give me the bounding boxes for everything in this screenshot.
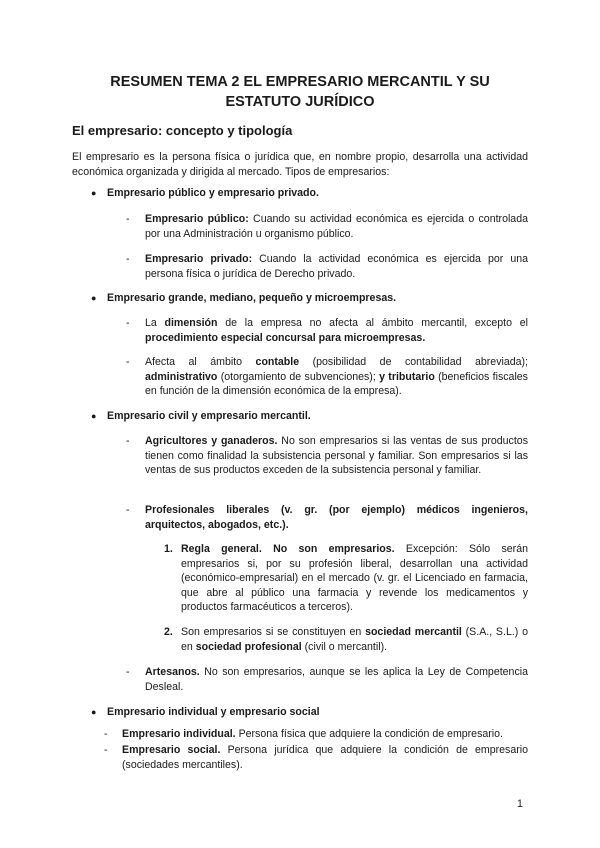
item-ambitos: Afecta al ámbito contable (posibilidad de contabilidad abreviada); administrativo (otorgamiento de subvenciones); y tributario (beneficios fiscales en función de la dimensión económica de la empresa). [145,356,528,397]
section-heading: El empresario: concepto y tipología [72,123,293,138]
bullet-marker: ● [91,411,97,421]
numbered-item-regla-general: Regla general. No son empresarios. Excepción: Sólo serán empresarios si, por su profesión liberal, desarrollan una actividad (económico-empresarial) en el mercado (v. gr. el Licenciado en farmacia, que abre al público una farmacia y revende los medicamentos y productos farmacéuticos a terceros). [181,543,528,613]
item-profesionales-liberales: Profesionales liberales (v. gr. (por ejemplo) médicos ingenieros, arquitectos, abogados, etc.). [145,504,528,531]
bullet-marker: ● [91,293,97,303]
title-line-1: RESUMEN TEMA 2 EL EMPRESARIO MERCANTIL Y SU [110,74,490,90]
item-empresario-privado: Empresario privado: Cuando la actividad económica es ejercida por una persona física o jurídica de Derecho privado. [145,253,528,280]
numbered-item-sociedad: Son empresarios si se constituyen en sociedad mercantil (S.A., S.L.) o en sociedad profesional (civil o mercantil). [181,626,528,653]
bullet-heading-dimension: Empresario grande, mediano, pequeño y microempresas. [107,292,397,304]
item-empresario-publico: Empresario público: Cuando su actividad económica es ejercida o controlada por una Administración u organismo público. [145,213,528,240]
item-dimension: La dimensión de la empresa no afecta al ámbito mercantil, excepto el procedimiento especial concursal para microempresas. [145,317,528,344]
dash-marker: - [104,728,108,740]
dash-marker: - [126,253,130,265]
dash-marker: - [126,356,130,368]
item-agricultores: Agricultores y ganaderos. No son empresarios si las ventas de sus productos tienen como finalidad la subsistencia personal y familiar. Son empresarios si las ventas de sus productos exceden de la subsistencia personal y familiar. [145,435,528,476]
numbered-marker-2: 2. [164,626,173,638]
dash-marker: - [104,744,108,756]
bullet-heading-civil-mercantil: Empresario civil y empresario mercantil. [107,410,311,422]
bullet-heading-publico-privado: Empresario público y empresario privado. [107,187,319,199]
bullet-marker: ● [91,707,97,717]
page-number: 1 [517,798,523,810]
title-line-2: ESTATUTO JURÍDICO [225,94,375,110]
document-title [80,72,520,112]
dash-marker: - [126,317,130,329]
numbered-marker-1: 1. [164,543,173,555]
item-artesanos: Artesanos. No son empresarios, aunque se les aplica la Ley de Competencia Desleal. [145,666,528,693]
item-empresario-social: Empresario social. Persona jurídica que adquiere la condición de empresario (sociedades mercantiles). [122,744,528,771]
dash-marker: - [126,666,130,678]
item-empresario-individual: Empresario individual. Persona física que adquiere la condición de empresario. [122,728,503,740]
dash-marker: - [126,435,130,447]
bullet-marker: ● [91,188,97,198]
intro-paragraph: El empresario es la persona física o jurídica que, en nombre propio, desarrolla una actividad económica organizada y dirigida al mercado. Tipos de empresarios: [72,151,528,178]
bullet-heading-individual-social: Empresario individual y empresario social [107,706,320,718]
dash-marker: - [126,504,130,516]
dash-marker: - [126,213,130,225]
